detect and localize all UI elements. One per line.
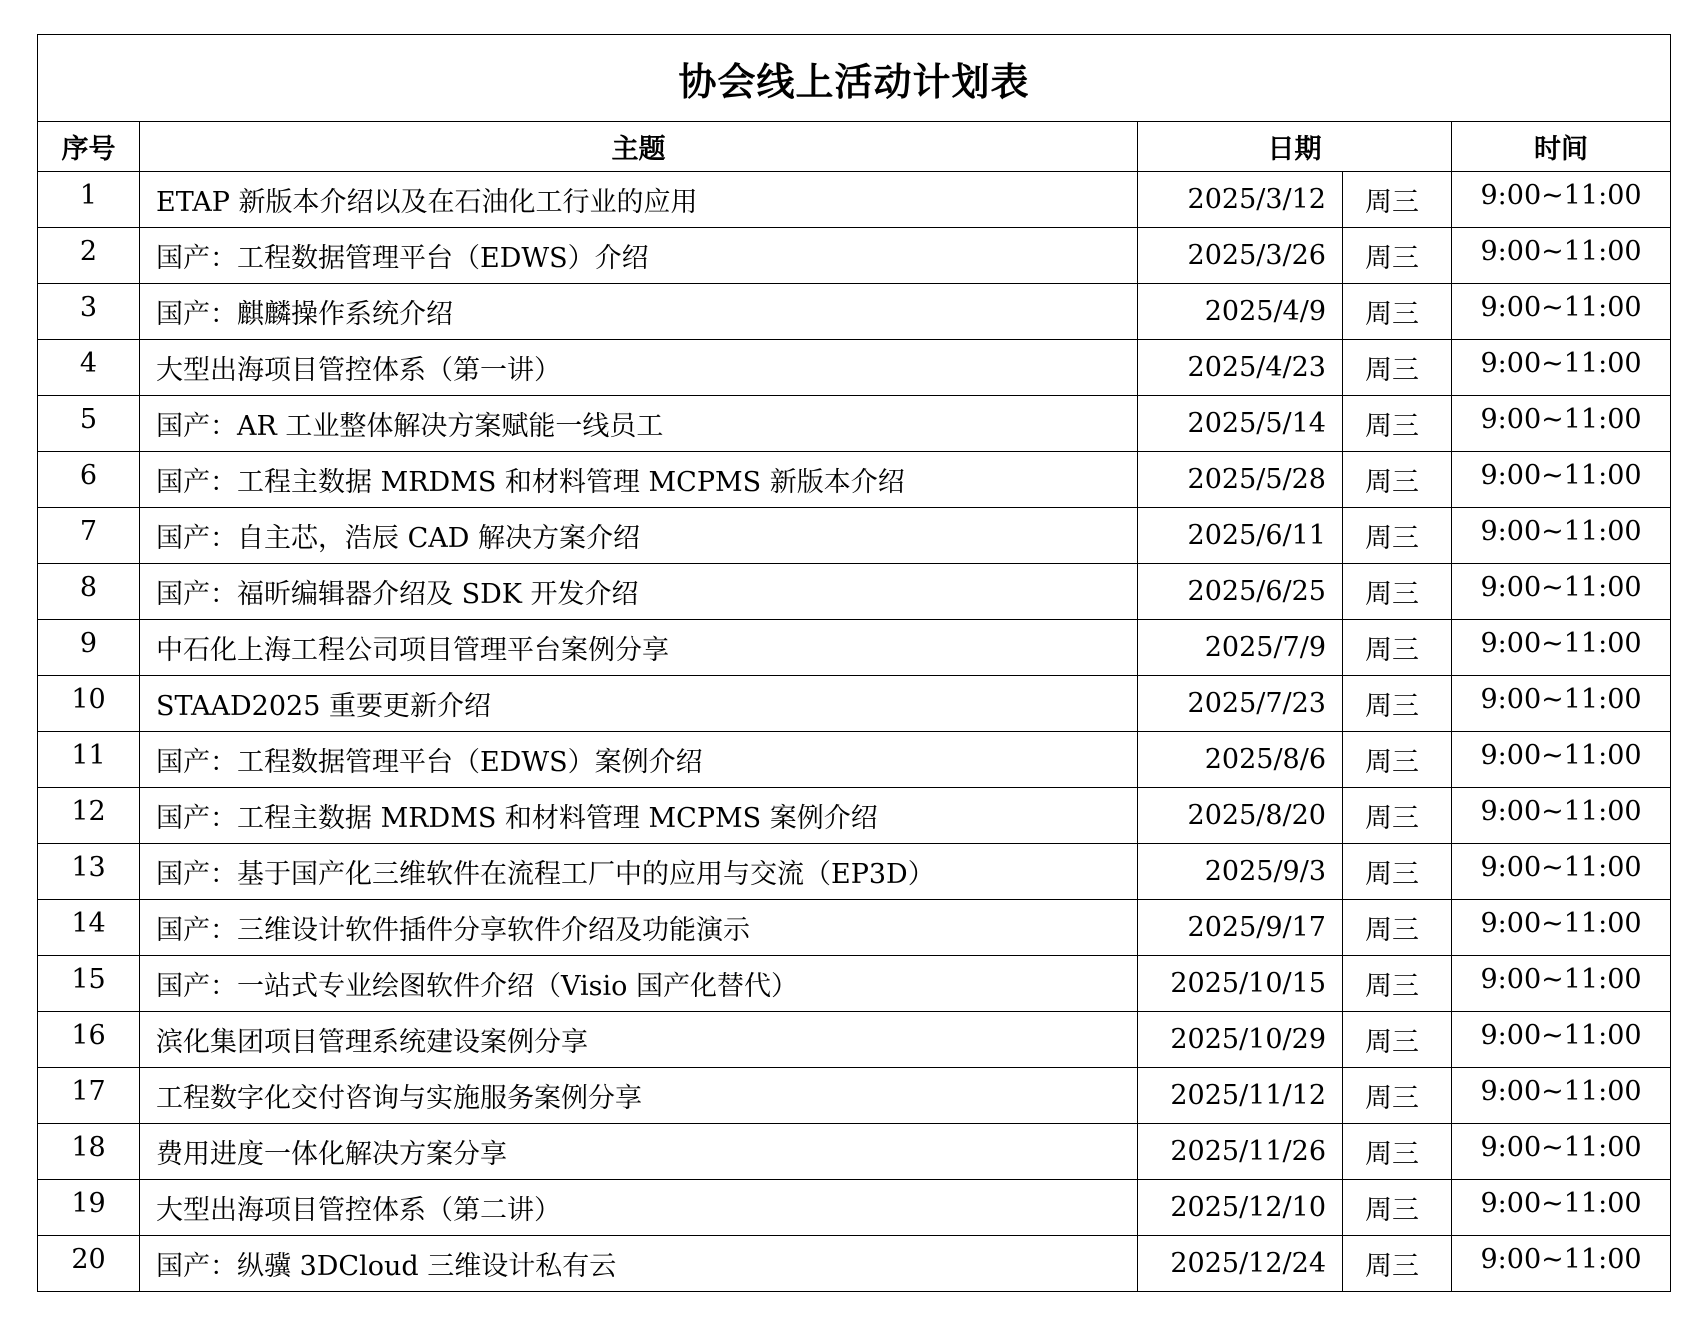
header-time: 时间 [1452,122,1671,172]
row-weekday: 周三 [1343,564,1452,620]
row-time: 9:00~11:00 [1452,396,1671,452]
header-date: 日期 [1138,122,1452,172]
row-time: 9:00~11:00 [1452,956,1671,1012]
row-seq: 11 [38,732,140,788]
row-date: 2025/12/10 [1138,1180,1343,1236]
row-seq: 7 [38,508,140,564]
row-weekday: 周三 [1343,228,1452,284]
row-seq: 6 [38,452,140,508]
row-weekday: 周三 [1343,396,1452,452]
row-time: 9:00~11:00 [1452,284,1671,340]
row-date: 2025/11/26 [1138,1124,1343,1180]
row-date: 2025/5/14 [1138,396,1343,452]
row-date: 2025/4/9 [1138,284,1343,340]
row-weekday: 周三 [1343,1012,1452,1068]
table-row [38,900,1671,956]
row-seq: 9 [38,620,140,676]
row-seq: 4 [38,340,140,396]
title-row [38,35,1671,122]
row-topic: 国产：工程主数据 MRDMS 和材料管理 MCPMS 案例介绍 [140,788,1138,844]
row-time: 9:00~11:00 [1452,340,1671,396]
row-time: 9:00~11:00 [1452,900,1671,956]
row-topic: 工程数字化交付咨询与实施服务案例分享 [140,1068,1138,1124]
row-date: 2025/3/26 [1138,228,1343,284]
row-topic: 国产：AR 工业整体解决方案赋能一线员工 [140,396,1138,452]
table-row [38,396,1671,452]
row-time: 9:00~11:00 [1452,1124,1671,1180]
row-topic: ETAP 新版本介绍以及在石油化工行业的应用 [140,172,1138,228]
row-topic: 国产：工程数据管理平台（EDWS）介绍 [140,228,1138,284]
row-weekday: 周三 [1343,1068,1452,1124]
row-time: 9:00~11:00 [1452,844,1671,900]
row-seq: 12 [38,788,140,844]
row-seq: 13 [38,844,140,900]
row-weekday: 周三 [1343,508,1452,564]
table-row [38,508,1671,564]
row-weekday: 周三 [1343,676,1452,732]
row-topic: 国产：自主芯，浩辰 CAD 解决方案介绍 [140,508,1138,564]
row-date: 2025/10/15 [1138,956,1343,1012]
row-date: 2025/7/9 [1138,620,1343,676]
table-row [38,228,1671,284]
table-row [38,340,1671,396]
row-time: 9:00~11:00 [1452,1068,1671,1124]
table-row [38,564,1671,620]
row-weekday: 周三 [1343,452,1452,508]
row-seq: 8 [38,564,140,620]
row-weekday: 周三 [1343,284,1452,340]
row-date: 2025/6/11 [1138,508,1343,564]
row-topic: 国产：工程主数据 MRDMS 和材料管理 MCPMS 新版本介绍 [140,452,1138,508]
row-topic: 大型出海项目管控体系（第一讲） [140,340,1138,396]
row-weekday: 周三 [1343,620,1452,676]
header-row [38,122,1671,172]
table-row [38,452,1671,508]
table-row [38,284,1671,340]
row-topic: 国产：基于国产化三维软件在流程工厂中的应用与交流（EP3D） [140,844,1138,900]
row-seq: 15 [38,956,140,1012]
table-row [38,172,1671,228]
row-topic: 国产：三维设计软件插件分享软件介绍及功能演示 [140,900,1138,956]
row-time: 9:00~11:00 [1452,788,1671,844]
row-weekday: 周三 [1343,844,1452,900]
row-date: 2025/9/3 [1138,844,1343,900]
row-time: 9:00~11:00 [1452,1180,1671,1236]
row-topic: 大型出海项目管控体系（第二讲） [140,1180,1138,1236]
row-seq: 14 [38,900,140,956]
row-weekday: 周三 [1343,1180,1452,1236]
row-date: 2025/4/23 [1138,340,1343,396]
row-seq: 18 [38,1124,140,1180]
table-row [38,1236,1671,1292]
table-row [38,676,1671,732]
row-date: 2025/8/6 [1138,732,1343,788]
table-row [38,1012,1671,1068]
row-topic: 国产：一站式专业绘图软件介绍（Visio 国产化替代） [140,956,1138,1012]
row-topic: 国产：纵骥 3DCloud 三维设计私有云 [140,1236,1138,1292]
row-topic: 国产：福昕编辑器介绍及 SDK 开发介绍 [140,564,1138,620]
table-title: 协会线上活动计划表 [38,35,1671,122]
table-row [38,620,1671,676]
row-date: 2025/8/20 [1138,788,1343,844]
row-seq: 2 [38,228,140,284]
row-time: 9:00~11:00 [1452,620,1671,676]
row-weekday: 周三 [1343,172,1452,228]
table-row [38,732,1671,788]
row-seq: 17 [38,1068,140,1124]
row-weekday: 周三 [1343,340,1452,396]
table-row [38,1068,1671,1124]
row-seq: 1 [38,172,140,228]
row-date: 2025/12/24 [1138,1236,1343,1292]
row-topic: 费用进度一体化解决方案分享 [140,1124,1138,1180]
row-seq: 5 [38,396,140,452]
row-seq: 19 [38,1180,140,1236]
row-date: 2025/9/17 [1138,900,1343,956]
table-row [38,956,1671,1012]
row-time: 9:00~11:00 [1452,1012,1671,1068]
row-date: 2025/6/25 [1138,564,1343,620]
row-weekday: 周三 [1343,788,1452,844]
row-time: 9:00~11:00 [1452,564,1671,620]
row-topic: 国产：工程数据管理平台（EDWS）案例介绍 [140,732,1138,788]
row-time: 9:00~11:00 [1452,508,1671,564]
row-seq: 10 [38,676,140,732]
row-date: 2025/10/29 [1138,1012,1343,1068]
row-time: 9:00~11:00 [1452,676,1671,732]
row-weekday: 周三 [1343,732,1452,788]
row-time: 9:00~11:00 [1452,228,1671,284]
row-weekday: 周三 [1343,1236,1452,1292]
activity-schedule-table [37,34,1671,1292]
row-seq: 20 [38,1236,140,1292]
row-date: 2025/5/28 [1138,452,1343,508]
header-seq: 序号 [38,122,140,172]
row-seq: 16 [38,1012,140,1068]
row-time: 9:00~11:00 [1452,732,1671,788]
row-topic: 滨化集团项目管理系统建设案例分享 [140,1012,1138,1068]
row-weekday: 周三 [1343,1124,1452,1180]
row-topic: STAAD2025 重要更新介绍 [140,676,1138,732]
header-topic: 主题 [140,122,1138,172]
row-weekday: 周三 [1343,956,1452,1012]
row-time: 9:00~11:00 [1452,1236,1671,1292]
row-topic: 中石化上海工程公司项目管理平台案例分享 [140,620,1138,676]
table-row [38,1180,1671,1236]
row-date: 2025/3/12 [1138,172,1343,228]
table-row [38,844,1671,900]
row-time: 9:00~11:00 [1452,452,1671,508]
table-row [38,788,1671,844]
row-date: 2025/7/23 [1138,676,1343,732]
table-row [38,1124,1671,1180]
row-topic: 国产：麒麟操作系统介绍 [140,284,1138,340]
row-date: 2025/11/12 [1138,1068,1343,1124]
row-seq: 3 [38,284,140,340]
row-weekday: 周三 [1343,900,1452,956]
row-time: 9:00~11:00 [1452,172,1671,228]
